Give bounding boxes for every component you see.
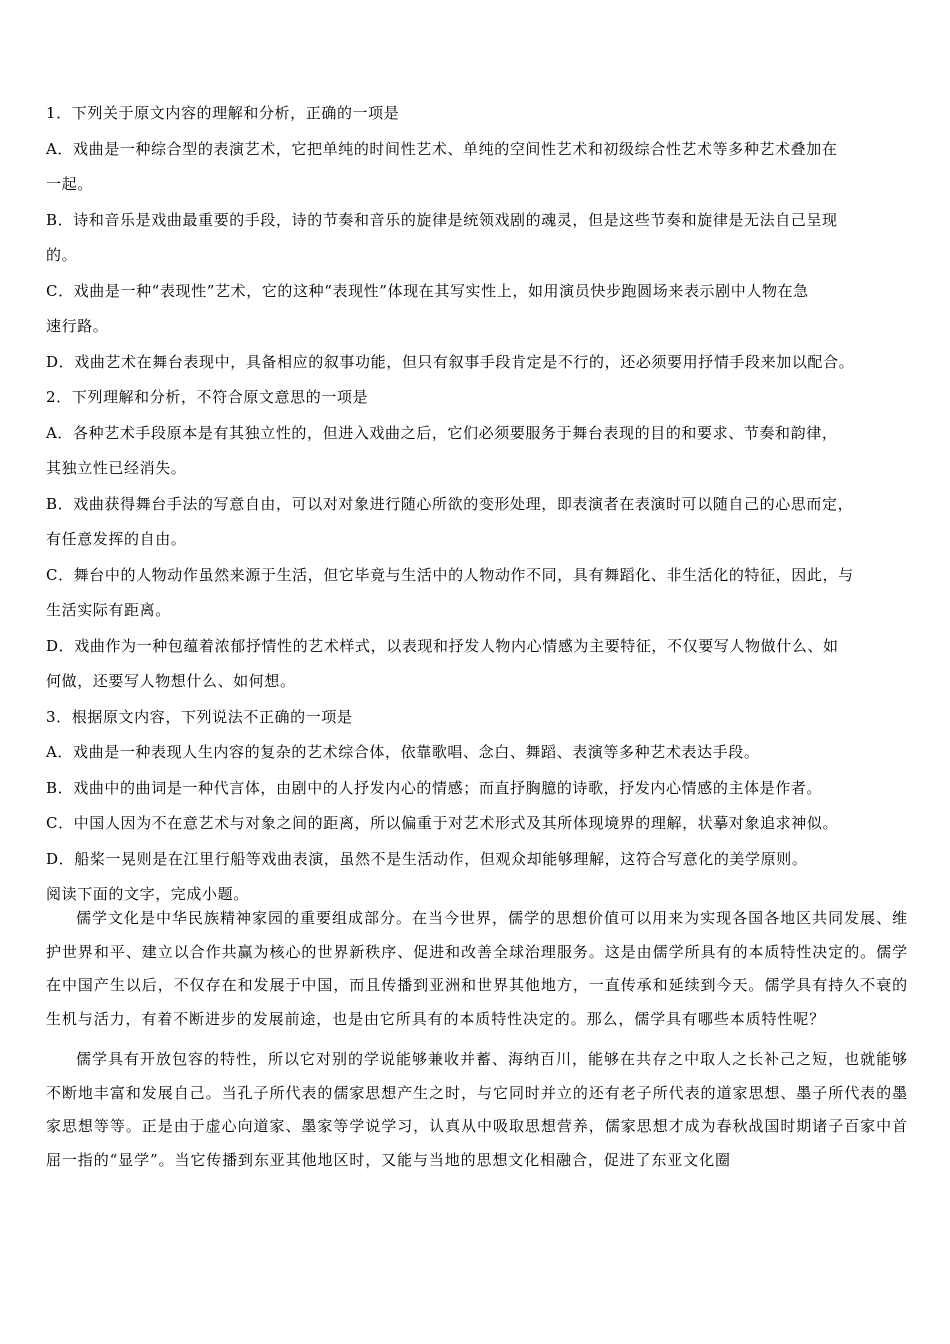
q2-option-d-line-1: D．戏曲作为一种包蕴着浓郁抒情性的艺术样式，以表现和抒发人物内心情感为主要特征，不仅要写人物做什么、如 bbox=[46, 636, 839, 655]
q1-option-c-line-2: 速行路。 bbox=[46, 317, 109, 335]
q1-option-d-line-1: D．戏曲艺术在舞台表现中，具备相应的叙事功能，但只有叙事手段肯定是不行的，还必须要用抒情手段来加以配合。 bbox=[46, 352, 855, 371]
q1-option-a-line-2: 一起。 bbox=[46, 175, 93, 193]
question-2-stem: 2．下列理解和分析，不符合原文意思的一项是 bbox=[46, 388, 369, 406]
passage-paragraph-1: 儒学文化是中华民族精神家园的重要组成部分。在当今世界，儒学的思想价值可以用来为实现各国各地区共同发展、维护世界和平、建立以合作共赢为核心的世界新秩序、促进和改善全球治理服务。这是由儒学所具有的本质特性决定的。儒学在中国产生以后，不仅存在和发展于中国，而且传播到亚洲和世界其他地方，一直传承和延续到今天。儒学具有持久不衰的生机与活力，有着不断进步的发展前途，也是由它所具有的本质特性决定的。那么，儒学具有哪些本质特性呢？ bbox=[46, 909, 908, 1028]
q2-option-c-line-2: 生活实际有距离。 bbox=[46, 601, 171, 619]
q1-option-a-line-1: A．戏曲是一种综合型的表演艺术，它把单纯的时间性艺术、单纯的空间性艺术和初级综合性艺术等多种艺术叠加在 bbox=[46, 139, 838, 158]
passage-paragraph-2: 儒学具有开放包容的特性，所以它对别的学说能够兼收并蓄、海纳百川，能够在共存之中取人之长补己之短，也就能够不断地丰富和发展自己。当孔子所代表的儒家思想产生之时，与它同时并立的还有老子所代表的道家思想、墨子所代表的墨家思想等等。正是由于虚心向道家、墨家等学说学习，认真从中吸取思想营养，儒家思想才成为春秋战国时期诸子百家中首屈一指的“显学”。当它传播到东亚其他地区时，又能与当地的思想文化相融合，促进了东亚文化圈 bbox=[46, 1050, 908, 1169]
q3-option-c-line-1: C．中国人因为不在意艺术与对象之间的距离，所以偏重于对艺术形式及其所体现境界的理解，状摹对象追求神似。 bbox=[46, 814, 839, 832]
q3-option-d-line-1: D．船桨一晃则是在江里行船等戏曲表演，虽然不是生活动作，但观众却能够理解，这符合写意化的美学原则。 bbox=[46, 849, 808, 868]
q1-option-b-line-2: 的。 bbox=[46, 246, 78, 264]
q1-option-b-line-1: B．诗和音乐是戏曲最重要的手段，诗的节奏和音乐的旋律是统领戏剧的魂灵，但是这些节奏和旋律是无法自己呈现 bbox=[46, 210, 838, 229]
question-3-stem: 3．根据原文内容，下列说法不正确的一项是 bbox=[46, 707, 353, 726]
q3-option-a-line-1: A．戏曲是一种表现人生内容的复杂的艺术综合体，依靠歌唱、念白、舞蹈、表演等多种艺术表达手段。 bbox=[46, 743, 760, 761]
q2-option-b-line-2: 有任意发挥的自由。 bbox=[46, 530, 187, 548]
q2-option-d-line-2: 何做，还要写人物想什么、如何想。 bbox=[46, 672, 296, 690]
q2-option-c-line-1: C．舞台中的人物动作虽然来源于生活，但它毕竟与生活中的人物动作不同，具有舞蹈化、非生活化的特征，因此，与 bbox=[46, 565, 854, 584]
questions-section bbox=[46, 100, 906, 917]
q2-option-a-line-2: 其独立性已经消失。 bbox=[46, 459, 187, 477]
q3-option-b-line-1: B．戏曲中的曲词是一种代言体，由剧中的人抒发内心的情感；而直抒胸臆的诗歌，抒发内心情感的主体是作者。 bbox=[46, 778, 823, 797]
question-1-stem: 1．下列关于原文内容的理解和分析，正确的一项是 bbox=[46, 104, 400, 122]
q2-option-b-line-1: B．戏曲获得舞台手法的写意自由，可以对对象进行随心所欲的变形处理，即表演者在表演时可以随自己的心思而定， bbox=[46, 494, 854, 513]
q1-option-c-line-1: C．戏曲是一种“表现性”艺术，它的这种“表现性”体现在其写实性上，如用演员快步跑圆场来表示剧中人物在急 bbox=[46, 281, 809, 300]
reading-prompt: 阅读下面的文字，完成小题。 bbox=[46, 885, 249, 903]
reading-passage bbox=[46, 902, 908, 1184]
q2-option-a-line-1: A．各种艺术手段原本是有其独立性的，但进入戏曲之后，它们必须要服务于舞台表现的目的和要求、节奏和韵律， bbox=[46, 423, 838, 442]
